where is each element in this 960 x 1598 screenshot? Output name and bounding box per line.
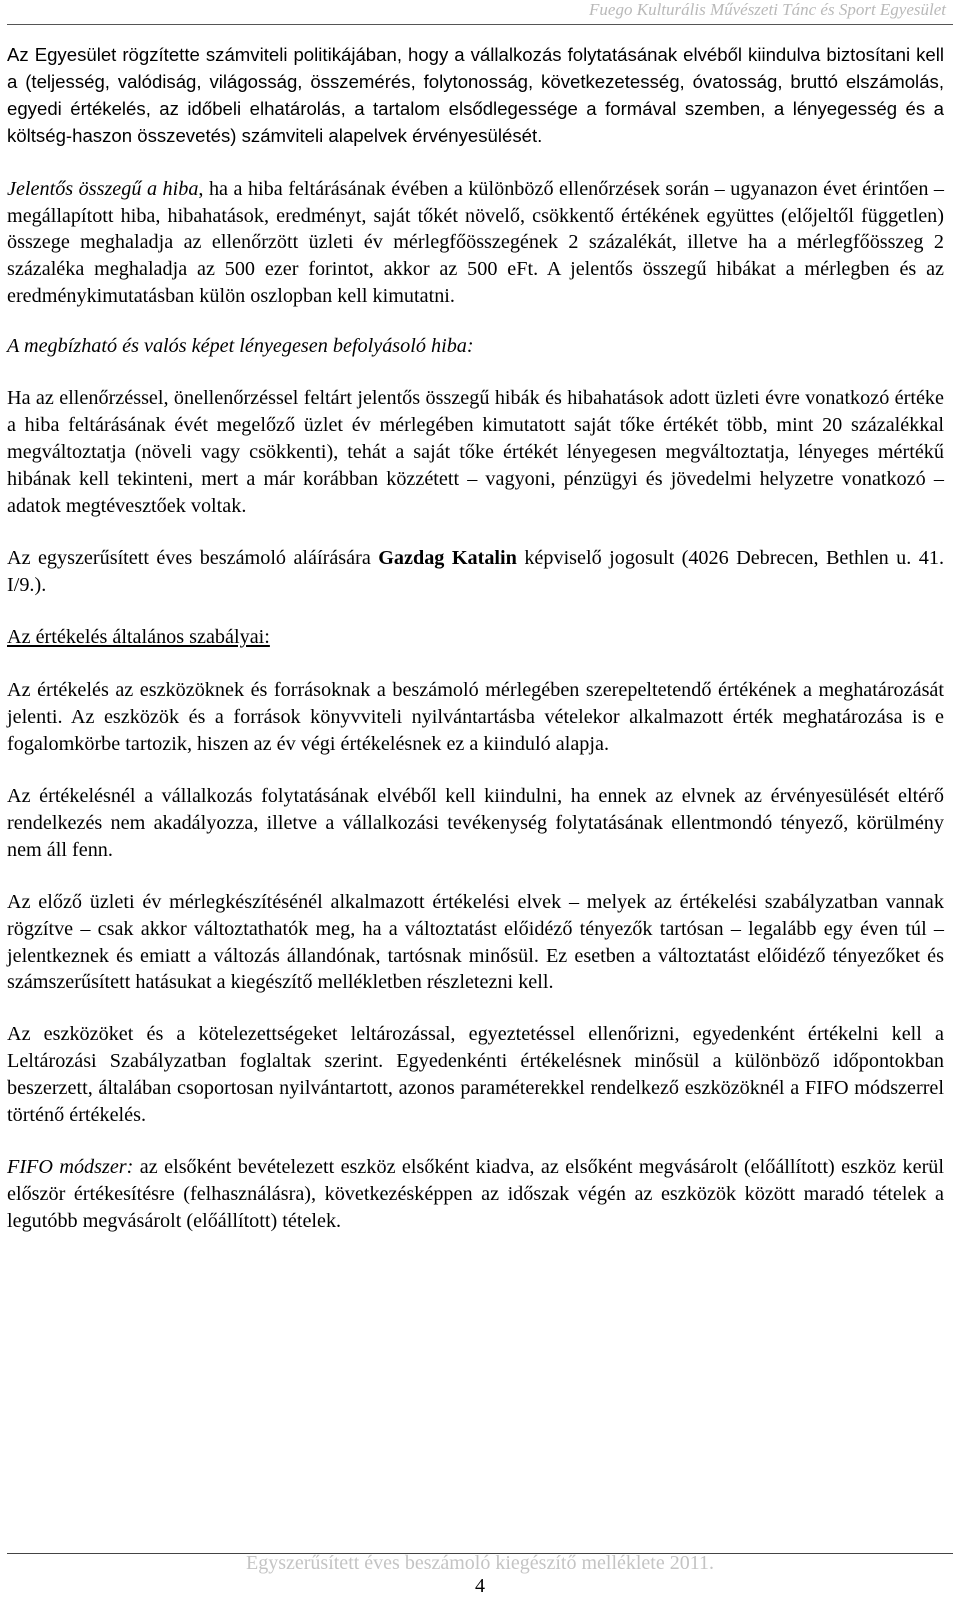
paragraph-going-concern: Az értékelésnél a vállalkozás folytatásának elvéből kell kiindulni, ha ennek az elvnek az érvényesülését eltérő rendelkezés nem akadályozza, illetve a vállalkozási tevékenység folytatásának ellentmondó tényező, körülmény nem áll fenn.: [7, 785, 944, 861]
page-number: 4: [475, 1575, 485, 1597]
paragraph-valuation-definition: Az értékelés az eszközöknek és forrásoknak a beszámoló mérlegében szerepeltetendő értékének a meghatározását jelenti. Az eszközök és a források könyvviteli nyilvántartásba vételekor alkalmazott érték meghatározása is e fogalomkörbe tartozik, hiszen az év végi értékelésnek ez a kiinduló alapja.: [7, 679, 944, 756]
signatory-intro: Az egyszerűsített éves beszámoló aláírására: [7, 546, 379, 569]
paragraph-valuation-change: Az előző üzleti év mérlegkészítésénél alkalmazott értékelési elvek – melyek az értékelési szabályzatban vannak rögzítve – csak akkor változtathatók meg, ha a változtatást előidéző tényezők tartósan – legalább egy éven túl – jelentkeznek és emiatt a változás állandónak, tartósnak minősül. Ez esetben a változtatást előidéző tényezőket és számszerűsített hatásukat a kiegészítő mellékletben részletezni kell.: [7, 890, 944, 994]
header-divider: [7, 24, 953, 25]
heading-valuation-rules: Az értékelés általános szabályai:: [7, 626, 270, 649]
signatory-name: Gazdag Katalin: [378, 546, 517, 569]
running-footer: Egyszerűsített éves beszámoló kiegészítő melléklete 2011.: [246, 1552, 714, 1574]
paragraph-fifo: [7, 1154, 944, 1235]
paragraph-inventory: Az eszközöket és a kötelezettségeket leltározással, egyeztetéssel ellenőrizni, egyedenként értékelni kell a Leltározási Szabályzatban foglaltak szerint. Egyedenkénti értékelésnek minősül a különböző időpontokban beszerzett, általában csoportosan nyilvántartott, azonos paraméterekkel rendelkező eszközöknél a FIFO módszerrel történő értékelés.: [7, 1023, 944, 1127]
paragraph-material-error: Ha az ellenőrzéssel, önellenőrzéssel feltárt jelentős összegű hibák és hibahatások adott üzleti évre vonatkozó értéke a hiba feltárásának évét megelőző üzlet év mérlegében kimutatott saját tőke értékét több, mint 20 százalékkal megváltoztatja (növeli vagy csökkenti), tehát a saját tőke értékét lényegesen megváltoztatja, lényeges mértékű hibának kell tekinteni, mert a már korábban közzétett – vagyoni, pénzügyi és jövedelmi helyzetre vonatkozó – adatok megtévesztőek voltak.: [7, 387, 944, 517]
term-significant-error: Jelentős összegű a hiba: [7, 177, 199, 200]
document-body: [7, 42, 944, 1235]
term-fifo: FIFO módszer:: [7, 1156, 134, 1178]
running-header: Fuego Kulturális Művészeti Tánc és Sport Egyesület: [589, 0, 946, 19]
paragraph-significant-error-text: , ha a hiba feltárásának évében a különböző ellenőrzések során – ugyanazon évet érintően – megállapított hiba, hibahatások, eredményt, saját tőkét növelő, csökkentő értékének együttes (előjeltől független) összege meghaladja az ellenőrzött üzleti év mérlegfőösszegének 2 százalékát, illetve ha a mérlegfőösszeg 2 százaléka meghaladja az 500 ezer forintot, akkor az 500 eFt. A jelentős összegű hibákat a mérlegben és az eredménykimutatásban külön oszlopban kell kimutatni.: [7, 177, 945, 308]
signatory-address: képviselő jogosult (4026 Debrecen, Bethlen u. 41. I/9.).: [7, 546, 944, 596]
heading-material-error: A megbízható és valós képet lényegesen befolyásoló hiba:: [7, 335, 474, 358]
paragraph-significant-error: [7, 176, 944, 311]
paragraph-accounting-principles: Az Egyesület rögzítette számviteli politikájában, hogy a vállalkozás folytatásának elvéből kiindulva biztosítani kell a (teljesség, valódiság, világosság, összemérés, folytonosság, következetesség, óvatosság, bruttó elszámolás, egyedi értékelés, az időbeli elhatárolás, a tartalom elsődlegessége a formával szemben, a lényegesség és a költség-haszon összevetés) számviteli alapelvek érvényesülését.: [7, 44, 944, 146]
paragraph-fifo-text: az elsőként bevételezett eszköz elsőként kiadva, az elsőként megvásárolt (előállított) eszköz kerül először értékesítésre (felhasználásra), következésképpen az időszak végén az eszközök között maradó tételek a legutóbb megvásárolt (előállított) tételek.: [7, 1156, 944, 1232]
paragraph-signatory: [7, 545, 944, 599]
